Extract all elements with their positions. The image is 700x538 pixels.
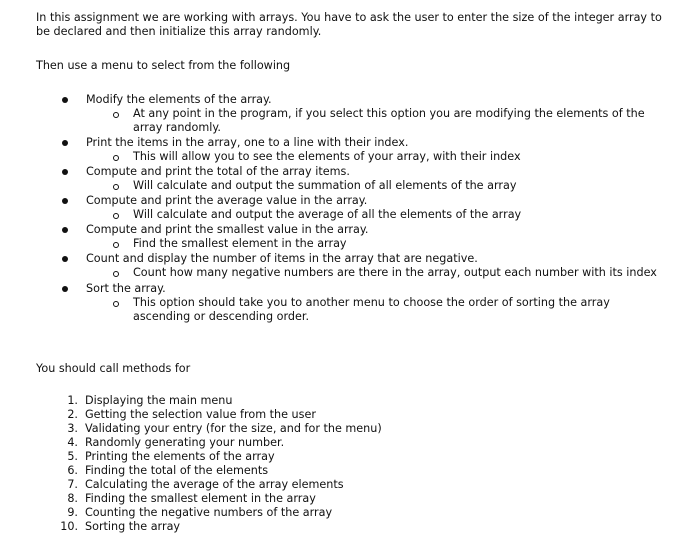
menu-option: [62, 93, 662, 135]
menu-option-title: Sort the array.: [86, 282, 166, 295]
bullet-icon: [62, 227, 68, 233]
circle-bullet-icon: [113, 271, 119, 277]
bullet-icon: [62, 97, 68, 103]
menu-option-title: Modify the elements of the array.: [86, 93, 272, 106]
method-number: 5.: [67, 450, 78, 463]
menu-option-detail: [86, 107, 662, 135]
circle-bullet-icon: [113, 301, 119, 307]
method-text: Counting the negative numbers of the array: [85, 506, 333, 519]
menu-option: [62, 252, 662, 280]
intro-paragraph: In this assignment we are working with arrays. You have to ask the user to enter the size of the integer array to be declared and then initialize this array randomly.: [36, 11, 662, 38]
menu-option-title: Compute and print the total of the array items.: [86, 165, 350, 178]
menu-option-detail: [86, 179, 662, 193]
method-number: 10.: [60, 520, 78, 533]
menu-option-detail: [86, 266, 662, 280]
menu-option: [62, 136, 662, 164]
method-item: [58, 478, 382, 492]
method-item: [58, 422, 382, 436]
method-number: 3.: [67, 422, 78, 435]
menu-option-detail-text: Will calculate and output the summation of all elements of the array: [133, 179, 517, 192]
method-number: 8.: [67, 492, 78, 505]
method-item: [58, 436, 382, 450]
method-text: Printing the elements of the array: [85, 450, 275, 463]
method-item: [58, 492, 382, 506]
bullet-icon: [62, 140, 68, 146]
method-item: [58, 450, 382, 464]
method-number: 9.: [67, 506, 78, 519]
circle-bullet-icon: [113, 213, 119, 219]
method-number: 1.: [67, 394, 78, 407]
bullet-icon: [62, 169, 68, 175]
menu-option-detail: [86, 150, 662, 164]
method-text: Calculating the average of the array elements: [85, 478, 344, 491]
bullet-icon: [62, 198, 68, 204]
menu-option-title: Print the items in the array, one to a line with their index.: [86, 136, 409, 149]
menu-option-title: Compute and print the smallest value in the array.: [86, 223, 369, 236]
methods-intro-paragraph: You should call methods for: [36, 362, 191, 375]
method-number: 6.: [67, 464, 78, 477]
circle-bullet-icon: [113, 184, 119, 190]
method-item: [58, 464, 382, 478]
method-text: Getting the selection value from the user: [85, 408, 316, 421]
circle-bullet-icon: [113, 242, 119, 248]
bullet-icon: [62, 256, 68, 262]
menu-options-list: [62, 93, 662, 324]
method-text: Finding the smallest element in the array: [85, 492, 316, 505]
menu-option-detail: [86, 208, 662, 222]
menu-option: [62, 282, 662, 324]
menu-option-detail-text: Find the smallest element in the array: [133, 237, 347, 250]
method-item: [58, 520, 382, 534]
menu-option-title: Compute and print the average value in the array.: [86, 194, 368, 207]
method-text: Randomly generating your number.: [85, 436, 285, 449]
method-number: 7.: [67, 478, 78, 491]
bullet-icon: [62, 286, 68, 292]
menu-option-detail-text: Count how many negative numbers are there in the array, output each number with its index: [133, 266, 657, 279]
menu-option-detail: [86, 237, 662, 251]
menu-option-title: Count and display the number of items in the array that are negative.: [86, 252, 478, 265]
methods-list: [58, 394, 382, 534]
menu-intro-paragraph: Then use a menu to select from the following: [36, 59, 291, 72]
method-text: Finding the total of the elements: [85, 464, 269, 477]
menu-option: [62, 223, 662, 251]
circle-bullet-icon: [113, 112, 119, 118]
method-item: [58, 408, 382, 422]
method-text: Displaying the main menu: [85, 394, 233, 407]
menu-option: [62, 194, 662, 222]
menu-option-detail-text: Will calculate and output the average of all the elements of the array: [133, 208, 522, 221]
method-text: Validating your entry (for the size, and for the menu): [85, 422, 382, 435]
menu-option-detail-text: This will allow you to see the elements of your array, with their index: [133, 150, 521, 163]
menu-option: [62, 165, 662, 193]
method-number: 2.: [67, 408, 78, 421]
method-text: Sorting the array: [85, 520, 181, 533]
menu-option-detail-text: This option should take you to another menu to choose the order of sorting the array ascending or descending order.: [133, 296, 610, 323]
circle-bullet-icon: [113, 155, 119, 161]
method-item: [58, 506, 382, 520]
menu-option-detail: [86, 296, 662, 324]
method-item: [58, 394, 382, 408]
menu-option-detail-text: At any point in the program, if you select this option you are modifying the elements of the array randomly.: [133, 107, 645, 134]
method-number: 4.: [67, 436, 78, 449]
